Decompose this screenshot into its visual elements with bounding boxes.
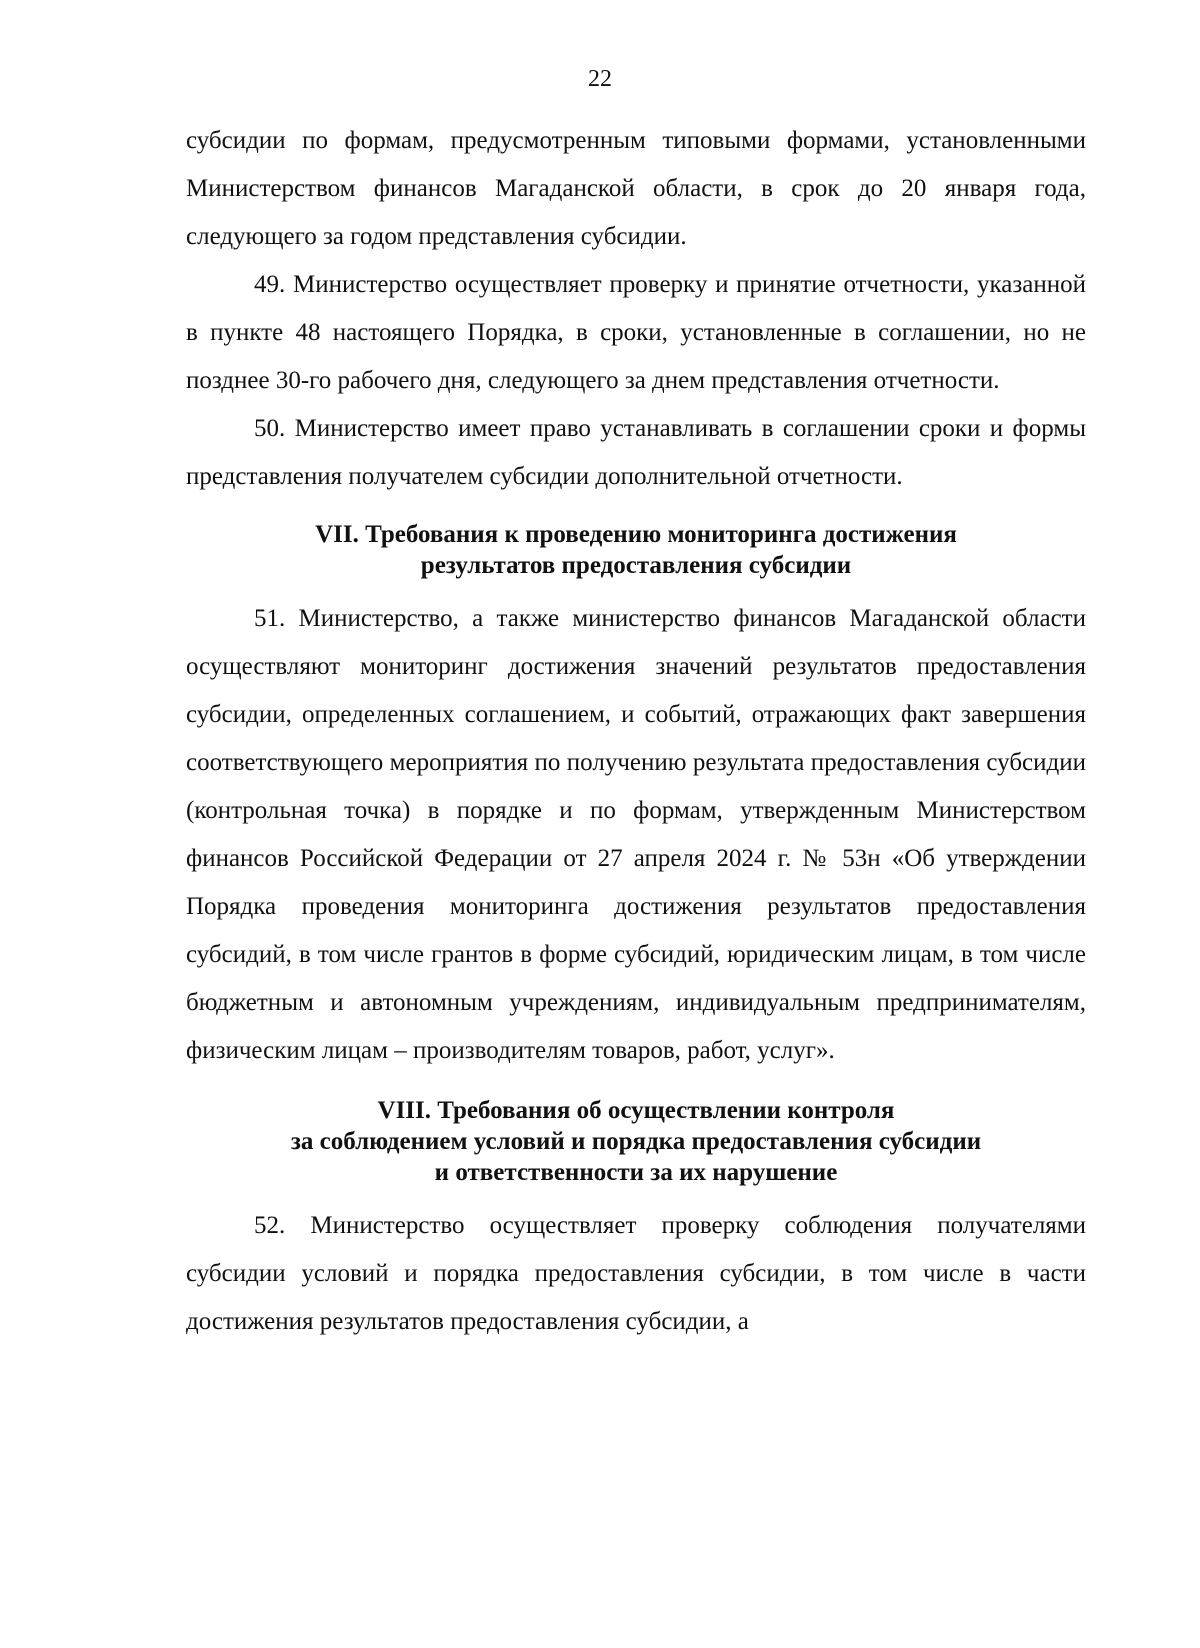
paragraph-51: 51. Министерство, а также министерство финансов Магаданской области осуществляют мониторинг достижения значений результатов предоставления субсидии, определенных соглашением, и событий, отражающих факт завершения соответствующего мероприятия по получению результата предоставления субсидии (контрольная точка) в порядке и по формам, утвержденным Министерством финансов Российской Федерации от 27 апреля 2024 г. № 53н «Об утверждении Порядка проведения мониторинга достижения результатов предоставления субсидий, в том числе грантов в форме субсидий, юридическим лицам, в том числе бюджетным и автономным учреждениям, индивидуальным предпринимателям, физическим лицам – производителям товаров, работ, услуг». (186, 605, 1086, 1064)
section-heading-viii (186, 1095, 1086, 1188)
section-heading-line: и ответственности за их нарушение (434, 1159, 838, 1186)
page-number: 22 (588, 66, 612, 92)
paragraph-50: 50. Министерство имеет право устанавливать в соглашении сроки и формы представления получателем субсидии дополнительной отчетности. (186, 415, 1086, 490)
section-heading-line: VIII. Требования об осуществлении контроля (377, 1097, 895, 1124)
section-heading-line: за соблюдением условий и порядка предоставления субсидии (290, 1128, 982, 1155)
section-heading-line: VII. Требования к проведению мониторинга достижения (315, 521, 957, 548)
document-body (186, 117, 1086, 1346)
section-heading-line: результатов предоставления субсидии (420, 552, 852, 579)
paragraph-52: 52. Министерство осуществляет проверку соблюдения получателями субсидии условий и порядка предоставления субсидии, в том числе в части достижения результатов предоставления субсидии, а (186, 1212, 1086, 1335)
paragraph-continuation: субсидии по формам, предусмотренным типовыми формами, установленными Министерством финансов Магаданской области, в срок до 20 января года, следующего за годом представления субсидии. (186, 127, 1086, 250)
section-heading-vii (186, 519, 1086, 581)
paragraph-49: 49. Министерство осуществляет проверку и принятие отчетности, указанной в пункте 48 настоящего Порядка, в сроки, установленные в соглашении, но не позднее 30-го рабочего дня, следующего за днем представления отчетности. (186, 271, 1086, 394)
